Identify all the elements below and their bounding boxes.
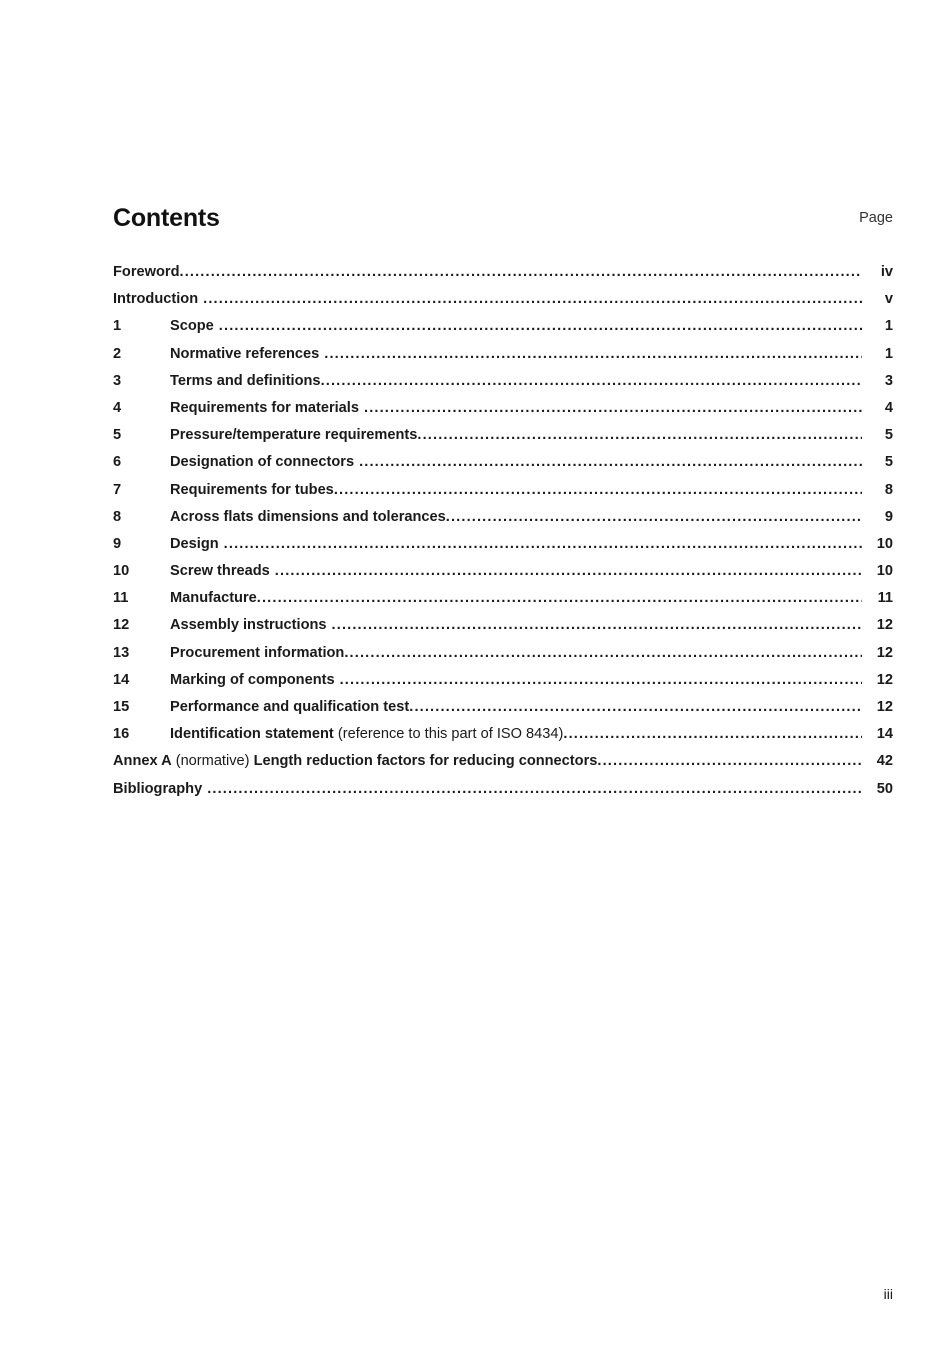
toc-entry-number: 9 bbox=[113, 535, 122, 552]
toc-entry-title bbox=[113, 291, 203, 307]
toc-entry-page-number: 5 bbox=[884, 427, 893, 444]
toc-entry[interactable] bbox=[113, 318, 893, 345]
toc-entry-page-number: iv bbox=[880, 264, 893, 280]
toc-entry-page-number: 42 bbox=[876, 753, 893, 770]
toc-entry[interactable] bbox=[113, 346, 893, 373]
contents-heading-row bbox=[113, 206, 893, 231]
toc-entry-title bbox=[170, 617, 332, 633]
toc-entry-number: 6 bbox=[113, 454, 122, 471]
toc-entry-title bbox=[170, 509, 446, 525]
toc-entry-number: 10 bbox=[113, 563, 130, 580]
toc-entry-number: 16 bbox=[113, 726, 130, 743]
toc-entry[interactable] bbox=[113, 427, 893, 454]
toc-entry-number: 5 bbox=[113, 427, 122, 444]
toc-entry[interactable] bbox=[113, 291, 893, 318]
table-of-contents bbox=[113, 264, 893, 808]
toc-dot-leader bbox=[334, 482, 862, 497]
toc-entry-title bbox=[170, 726, 563, 742]
toc-dot-leader bbox=[224, 536, 862, 551]
toc-entry-title bbox=[113, 781, 207, 797]
toc-entry-page-number: 12 bbox=[876, 699, 893, 715]
toc-entry-title-main: Performance and qualification test bbox=[170, 699, 410, 715]
toc-entry[interactable] bbox=[113, 563, 893, 590]
toc-dot-leader bbox=[321, 373, 862, 388]
toc-entry[interactable] bbox=[113, 454, 893, 481]
toc-entry-page-number: 50 bbox=[876, 780, 893, 797]
toc-entry-title bbox=[170, 346, 324, 362]
toc-entry-page-number: 12 bbox=[876, 617, 893, 634]
toc-entry-title-main: Normative references bbox=[170, 345, 320, 362]
toc-entry-page-number: 11 bbox=[877, 590, 893, 607]
toc-dot-leader bbox=[364, 400, 862, 415]
toc-entry-number: 7 bbox=[113, 481, 122, 498]
toc-entry-title-main: Bibliography bbox=[113, 780, 203, 797]
toc-entry-page-number: 1 bbox=[884, 318, 893, 335]
toc-entry-title bbox=[170, 536, 224, 552]
toc-entry[interactable] bbox=[113, 726, 893, 753]
toc-entry-title bbox=[170, 373, 321, 389]
toc-dot-leader bbox=[257, 590, 862, 605]
toc-entry-title-main: Procurement information bbox=[170, 644, 345, 661]
toc-dot-leader bbox=[324, 346, 862, 361]
toc-entry-title-main: Requirements for materials bbox=[170, 399, 359, 416]
toc-dot-leader bbox=[340, 672, 862, 687]
toc-entry-title bbox=[170, 563, 275, 579]
toc-entry-number: 8 bbox=[113, 508, 122, 525]
toc-entry-title-main: Requirements for tubes bbox=[170, 481, 334, 498]
toc-entry[interactable] bbox=[113, 264, 893, 291]
toc-dot-leader bbox=[359, 454, 862, 469]
toc-entry-page-number: v bbox=[884, 291, 893, 308]
toc-entry[interactable] bbox=[113, 617, 893, 644]
toc-entry-title bbox=[170, 318, 219, 334]
toc-dot-leader bbox=[563, 726, 862, 741]
toc-entry-title-main: Scope bbox=[170, 318, 214, 335]
toc-entry-number: 1 bbox=[113, 318, 122, 335]
toc-entry-page-number: 5 bbox=[884, 454, 893, 471]
toc-entry-number: 12 bbox=[113, 617, 130, 634]
toc-entry-number: 15 bbox=[113, 699, 130, 715]
toc-entry-title-tail: Length reduction factors for reducing connectors bbox=[249, 753, 598, 770]
toc-entry-title bbox=[170, 672, 340, 688]
toc-entry-page-number: 3 bbox=[884, 372, 893, 389]
toc-entry-page-number: 12 bbox=[876, 671, 893, 688]
toc-entry-title-main: Assembly instructions bbox=[170, 617, 327, 634]
toc-entry-number: 14 bbox=[113, 671, 130, 688]
toc-entry-title bbox=[170, 590, 257, 606]
toc-entry-page-number: 1 bbox=[884, 345, 893, 362]
page-folio: iii bbox=[883, 1286, 893, 1302]
toc-entry[interactable] bbox=[113, 482, 893, 509]
toc-entry[interactable] bbox=[113, 753, 893, 780]
toc-dot-leader bbox=[446, 509, 862, 524]
toc-entry-title bbox=[170, 699, 409, 715]
toc-entry-title bbox=[170, 454, 359, 470]
toc-entry-title-main: Identification statement bbox=[170, 726, 334, 743]
toc-dot-leader bbox=[203, 291, 862, 306]
toc-entry-number: 3 bbox=[113, 372, 122, 389]
toc-entry-title-main: Foreword bbox=[113, 264, 180, 280]
toc-dot-leader bbox=[207, 781, 862, 796]
toc-entry-number: 11 bbox=[113, 590, 129, 607]
toc-entry-title-note: (reference to this part of ISO 8434) bbox=[333, 726, 564, 743]
toc-entry-title-main: Introduction bbox=[113, 291, 199, 308]
toc-entry-title-main: Terms and definitions bbox=[170, 372, 321, 389]
toc-dot-leader bbox=[275, 563, 862, 578]
toc-entry[interactable] bbox=[113, 373, 893, 400]
toc-entry-title bbox=[170, 482, 334, 498]
toc-entry[interactable] bbox=[113, 509, 893, 536]
toc-entry-title bbox=[170, 427, 417, 443]
toc-entry-title bbox=[170, 400, 364, 416]
toc-entry-title-main: Marking of components bbox=[170, 671, 335, 688]
toc-entry-title bbox=[113, 753, 597, 769]
toc-entry-number: 4 bbox=[113, 399, 122, 416]
toc-dot-leader bbox=[179, 264, 862, 279]
toc-dot-leader bbox=[597, 753, 862, 768]
toc-entry-title-main: Design bbox=[170, 535, 219, 552]
toc-entry[interactable] bbox=[113, 400, 893, 427]
toc-entry-title-main: Pressure/temperature requirements bbox=[170, 427, 418, 444]
toc-entry[interactable] bbox=[113, 645, 893, 672]
toc-entry[interactable] bbox=[113, 781, 893, 808]
toc-entry[interactable] bbox=[113, 672, 893, 699]
toc-entry-title-main: Designation of connectors bbox=[170, 454, 355, 471]
page-column-header: Page bbox=[859, 210, 893, 226]
toc-entry[interactable] bbox=[113, 536, 893, 563]
toc-entry-page-number: 10 bbox=[876, 535, 893, 552]
toc-entry[interactable] bbox=[113, 590, 893, 617]
toc-entry-page-number: 10 bbox=[876, 563, 893, 580]
toc-entry-page-number: 12 bbox=[876, 644, 893, 661]
toc-entry-title-main: Manufacture bbox=[170, 590, 257, 607]
toc-entry-number: 13 bbox=[113, 644, 130, 661]
toc-entry-title bbox=[113, 264, 179, 280]
toc-dot-leader bbox=[344, 645, 862, 660]
toc-dot-leader bbox=[332, 617, 862, 632]
toc-entry-page-number: 8 bbox=[884, 481, 893, 498]
toc-entry-number: 2 bbox=[113, 345, 122, 362]
toc-entry-title-note: (normative) bbox=[171, 753, 250, 770]
toc-entry-page-number: 14 bbox=[876, 726, 893, 743]
toc-dot-leader bbox=[219, 318, 862, 333]
toc-entry-page-number: 4 bbox=[884, 399, 893, 416]
toc-entry-page-number: 9 bbox=[884, 508, 893, 525]
toc-entry[interactable] bbox=[113, 699, 893, 726]
toc-entry-title-main: Across flats dimensions and tolerances bbox=[170, 508, 446, 525]
toc-dot-leader bbox=[417, 427, 862, 442]
toc-entry-title-main: Annex A bbox=[113, 753, 172, 770]
toc-dot-leader bbox=[409, 699, 862, 714]
toc-entry-title bbox=[170, 645, 344, 661]
toc-entry-title-main: Screw threads bbox=[170, 563, 270, 580]
page-title: Contents bbox=[113, 204, 220, 232]
